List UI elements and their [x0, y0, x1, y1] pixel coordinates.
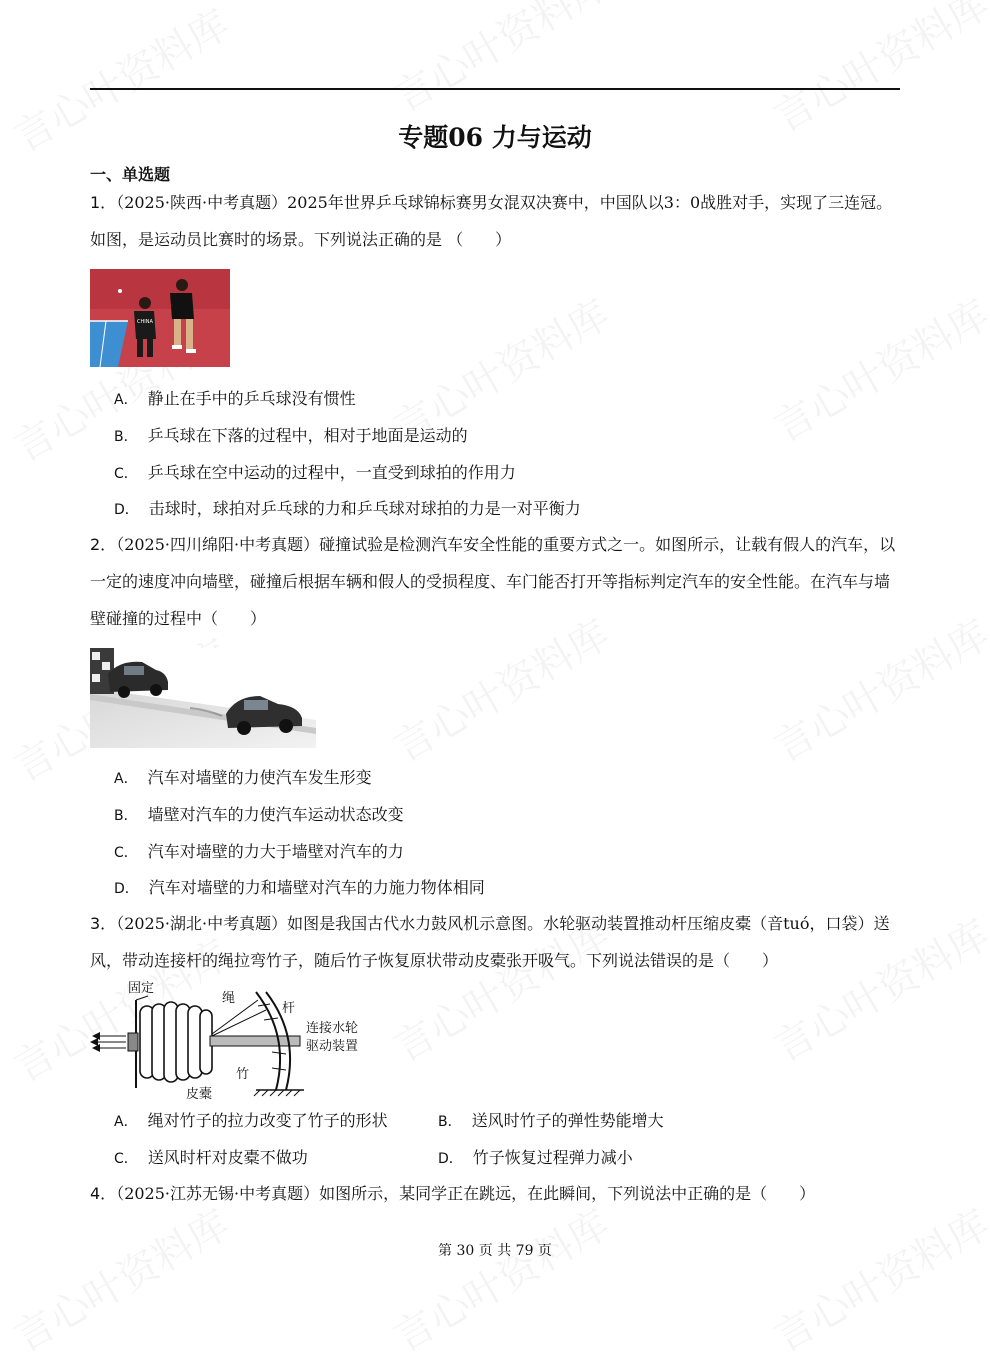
option-2c: C． 汽车对墙壁的力大于墙壁对汽车的力 [114, 842, 404, 861]
option-1b: B． 乒乓球在下落的过程中，相对于地面是运动的 [114, 426, 468, 445]
question-text: （2025·四川绵阳·中考真题）碰撞试验是检测汽车安全性能的重要方式之一。如图所示，让载有假人的汽车，以一定的速度冲向墙壁，碰撞后根据车辆和假人的受损程度、车门能否打开等指标判定汽车的安全性能。在汽车与墙壁碰撞的过程中（ ） [90, 535, 896, 628]
option-3a: A． 绳对竹子的拉力改变了竹子的形状 [114, 1111, 388, 1130]
question-4 [90, 1175, 902, 1212]
option-3c: C． 送风时杆对皮橐不做功 [114, 1148, 308, 1167]
header-rule [90, 88, 900, 90]
question-2 [90, 526, 902, 637]
question-text: （2025·陕西·中考真题）2025年世界乒乓球锦标赛男女混双决赛中，中国队以3：0战胜对手，实现了三连冠。如图，是运动员比赛时的场景。下列说法正确的是 （ ） [90, 193, 893, 249]
question-number: 4． [90, 1184, 117, 1203]
page-title: 专题06 力与运动 [398, 123, 592, 152]
option-2b: B． 墙壁对汽车的力使汽车运动状态改变 [114, 805, 404, 824]
bellows-diagram [88, 978, 378, 1102]
label-fixed: 固定 [128, 981, 155, 996]
watermark [2, 1194, 238, 1363]
watermark [382, 0, 618, 123]
watermark [762, 284, 990, 453]
page-footer: 第 30 页 共 79 页 [438, 1243, 552, 1259]
watermark [762, 1194, 990, 1363]
option-1c: C． 乒乓球在空中运动的过程中，一直受到球拍的作用力 [114, 463, 516, 482]
label-bamboo: 竹 [236, 1067, 250, 1082]
question-number: 3． [90, 914, 117, 933]
question-3 [90, 905, 902, 979]
option-3b: B． 送风时竹子的弹性势能增大 [438, 1111, 664, 1130]
option-2d: D． 汽车对墙壁的力和墙壁对汽车的力施力物体相同 [114, 878, 485, 897]
label-device-2: 驱动装置 [306, 1039, 359, 1054]
question-1 [90, 184, 902, 258]
question-text: （2025·湖北·中考真题）如图是我国古代水力鼓风机示意图。水轮驱动装置推动杆压缩皮橐（音tuó，口袋）送风，带动连接杆的绳拉弯竹子，随后竹子恢复原状带动皮橐张开吸气。下列说法错误的是（ ） [90, 914, 890, 970]
table-tennis-photo [90, 269, 230, 367]
label-bag: 皮橐 [186, 1087, 213, 1102]
option-3d: D． 竹子恢复过程弹力减小 [438, 1148, 633, 1167]
label-rope: 绳 [222, 991, 236, 1006]
option-1a: A． 静止在手中的乒乓球没有惯性 [114, 389, 356, 408]
car-crash-photo [90, 648, 316, 748]
label-rod: 杆 [282, 1001, 296, 1016]
section-heading: 一、单选题 [90, 165, 171, 184]
option-2a: A． 汽车对墙壁的力使汽车发生形变 [114, 768, 372, 787]
option-1d: D． 击球时，球拍对乒乓球的力和乒乓球对球拍的力是一对平衡力 [114, 499, 581, 518]
jersey-text: CHINA [137, 319, 153, 325]
watermark [382, 1194, 618, 1363]
question-text: （2025·江苏无锡·中考真题）如图所示，某同学正在跳远，在此瞬间，下列说法中正确的是（ ） [116, 1184, 816, 1203]
question-number: 1． [90, 193, 117, 212]
label-device-1: 连接水轮 [306, 1021, 359, 1036]
question-number: 2． [90, 535, 117, 554]
